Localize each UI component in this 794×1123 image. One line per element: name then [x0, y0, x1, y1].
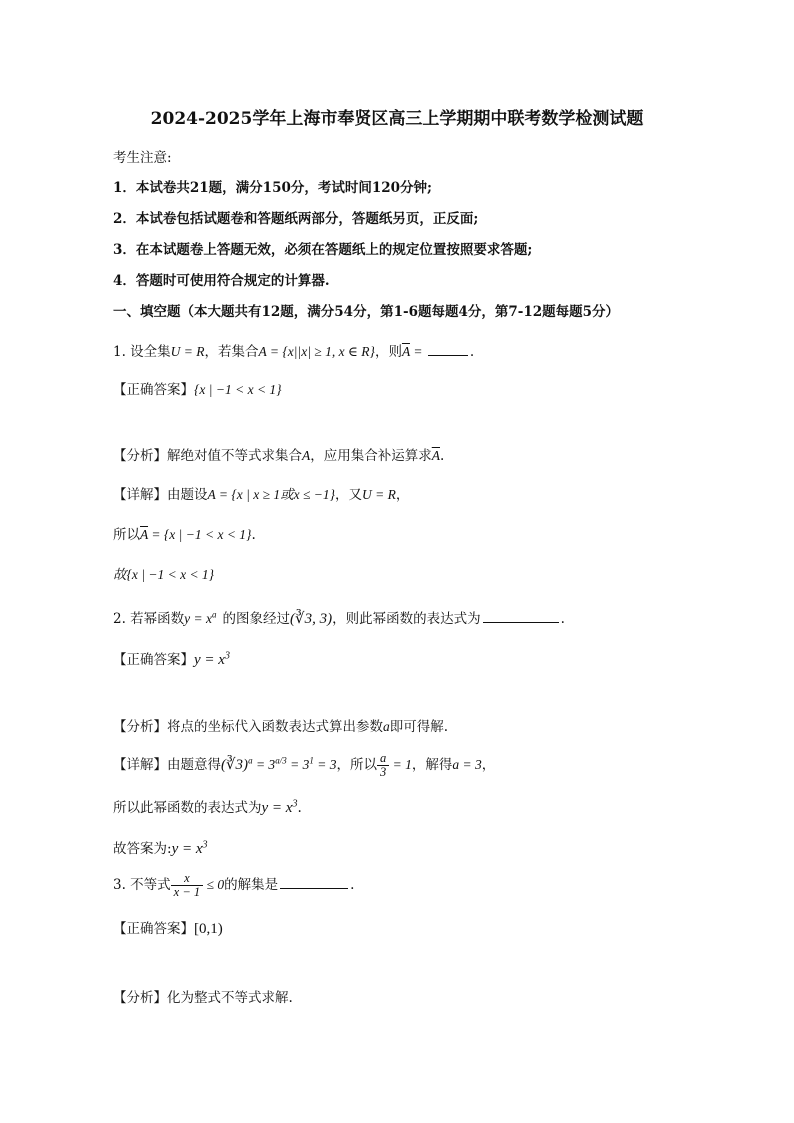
- notice-item-4: 4．答题时可使用符合规定的计算器.: [113, 273, 330, 289]
- q2-detail: 【详解】由题意得(∛3)$^a$ = $3^{a/3} = 3^1 = 3$，所以 $\frac{a}{3}$ = 1，解得a = 3，: [113, 751, 496, 780]
- q3-analysis: 【分析】化为整式不等式求解.: [113, 990, 293, 1006]
- math-a-complement: $\overline{A}$: [401, 344, 410, 359]
- question-2: 2. 若幂函数$y = x^a$ 的图象经过(∛3, 3)，则此幂函数的表达式为 .: [113, 609, 565, 627]
- math-universal-set: U = R: [170, 344, 205, 359]
- q2-answer: 【正确答案】$y = x^3$: [113, 650, 230, 668]
- q2-analysis: 【分析】将点的坐标代入函数表达式算出参数a即可得解.: [113, 719, 449, 735]
- q2-conclusion: 所以此幂函数的表达式为$y = x^3$.: [113, 798, 302, 816]
- notice-item-2: 2．本试卷包括试题卷和答题纸两部分，答题纸另页，正反面;: [113, 211, 479, 227]
- math-set-a: A = {x||x| ≥ 1, x ∈ R}: [258, 344, 375, 359]
- q3-answer: 【正确答案】[0,1): [113, 921, 223, 937]
- notice-item-1: 1．本试卷共21题，满分150分，考试时间120分钟;: [113, 180, 433, 196]
- question-3: 3. 不等式 $\frac{x}{x - 1}$ ≤ 0的解集是 .: [113, 871, 355, 900]
- notice-item-3: 3．在本试题卷上答题无效，必须在答题纸上的规定位置按照要求答题;: [113, 242, 533, 258]
- math-fraction: $\frac{a}{3}$: [377, 752, 389, 779]
- q1-analysis: 【分析】解绝对值不等式求集合A，应用集合补运算求$\overline{A}$.: [113, 448, 445, 464]
- notice-heading: 考生注意:: [113, 150, 172, 166]
- q1-conclusion: 所以$\overline{A} = \{x$ | −1 < x < 1}.: [113, 527, 256, 543]
- question-1: 1. 设全集U = R，若集合A = {x||x| ≥ 1, x ∈ R}，则$\overline{A}$ = .: [113, 344, 475, 360]
- q2-final-answer: 故答案为:y = $x^3$: [113, 839, 208, 857]
- q1-detail: 【详解】由题设A = {x | x ≥ 1或x ≤ −1}，又U = R，: [113, 487, 410, 503]
- section-heading-fill-in: 一、填空题（本大题共有12题，满分54分，第1-6题每题4分，第7-12题每题5分）: [113, 304, 620, 320]
- q1-answer: 【正确答案】{x | −1 < x < 1}: [113, 382, 282, 398]
- answer-blank: [428, 354, 468, 356]
- math-fraction: $\frac{x}{x - 1}$: [171, 872, 203, 899]
- q1-final-answer: 故{x | −1 < x < 1}: [113, 567, 215, 582]
- answer-blank: [280, 887, 348, 889]
- page-title: 2024-2025学年上海市奉贤区高三上学期期中联考数学检测试题: [150, 109, 644, 129]
- answer-blank: [483, 621, 559, 623]
- math-point: (∛3, 3): [290, 611, 333, 627]
